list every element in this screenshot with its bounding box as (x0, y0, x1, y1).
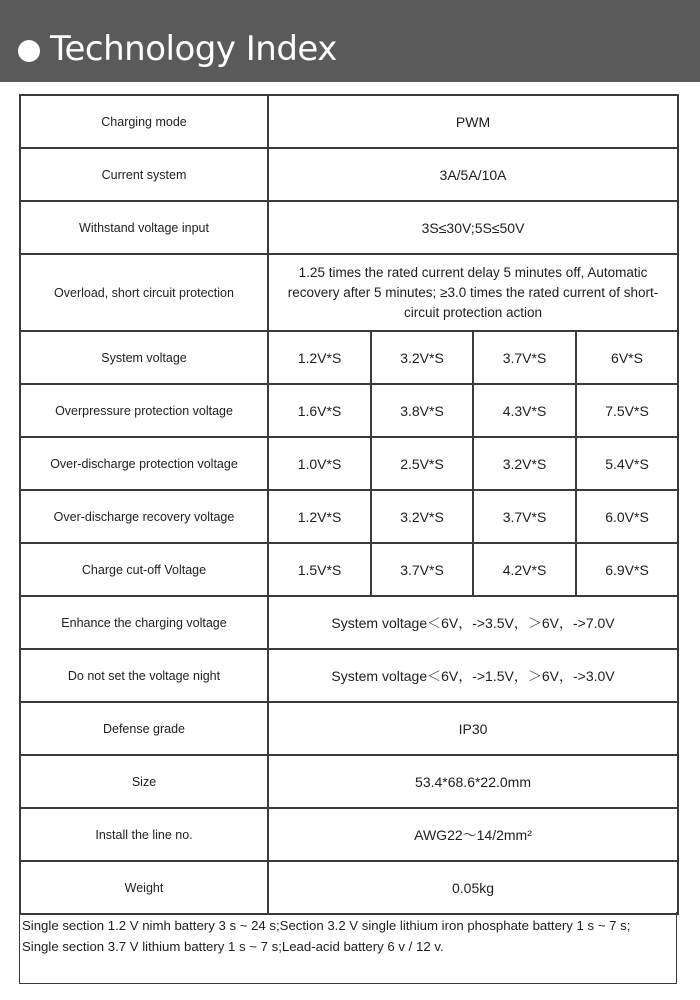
row-value: 3.8V*S (371, 384, 473, 437)
table-row (20, 437, 678, 490)
row-value: 53.4*68.6*22.0mm (268, 755, 678, 808)
row-value: 1.5V*S (268, 543, 371, 596)
table-row (20, 384, 678, 437)
row-value: 3.2V*S (473, 437, 576, 490)
table-row (20, 95, 678, 148)
row-value: 3.7V*S (473, 490, 576, 543)
table-row (20, 254, 678, 331)
row-value: 3.2V*S (371, 331, 473, 384)
row-value: 3.2V*S (371, 490, 473, 543)
table-row (20, 649, 678, 702)
table-row (20, 490, 678, 543)
row-label: Do not set the voltage night (20, 649, 268, 702)
value-line: circuit protection action (403, 304, 543, 320)
row-value: 3.7V*S (473, 331, 576, 384)
row-value: 6V*S (576, 331, 678, 384)
row-value: 1.2V*S (268, 331, 371, 384)
row-value: 4.2V*S (473, 543, 576, 596)
row-label: Size (20, 755, 268, 808)
bullet-dot-icon (18, 40, 40, 62)
table-row (20, 596, 678, 649)
row-value: PWM (268, 95, 678, 148)
table-row (20, 702, 678, 755)
row-value: 1.2V*S (268, 490, 371, 543)
row-value: 1.6V*S (268, 384, 371, 437)
table-row (20, 808, 678, 861)
row-label: System voltage (20, 331, 268, 384)
row-value: 6.0V*S (576, 490, 678, 543)
row-value: IP30 (268, 702, 678, 755)
row-label: Withstand voltage input (20, 201, 268, 254)
row-value: 2.5V*S (371, 437, 473, 490)
table-row (20, 543, 678, 596)
row-value: 7.5V*S (576, 384, 678, 437)
table-row (20, 861, 678, 914)
row-label: Install the line no. (20, 808, 268, 861)
row-value (268, 254, 678, 331)
footnote-line: Single section 1.2 V nimh battery 3 s ~ 24 s;Section 3.2 V single lithium iron phosphate battery 1 s ~ 7 s; (22, 918, 631, 933)
footnote (19, 912, 677, 984)
row-value: 1.0V*S (268, 437, 371, 490)
row-value: System voltage＜6V，->1.5V，＞6V，->3.0V (268, 649, 678, 702)
row-label: Current system (20, 148, 268, 201)
table-row (20, 331, 678, 384)
row-value: 3A/5A/10A (268, 148, 678, 201)
value-line: 1.25 times the rated current delay 5 minutes off, Automatic (298, 264, 648, 280)
row-value: 0.05kg (268, 861, 678, 914)
table-row (20, 755, 678, 808)
row-value: 5.4V*S (576, 437, 678, 490)
row-label: Over-discharge recovery voltage (20, 490, 268, 543)
row-value: 4.3V*S (473, 384, 576, 437)
row-value: System voltage＜6V，->3.5V，＞6V，->7.0V (268, 596, 678, 649)
value-line: recovery after 5 minutes; ≥3.0 times the rated current of short- (287, 284, 659, 300)
row-label: Weight (20, 861, 268, 914)
row-label: Defense grade (20, 702, 268, 755)
row-label: Charge cut-off Voltage (20, 543, 268, 596)
row-label: Charging mode (20, 95, 268, 148)
row-label: Over-discharge protection voltage (20, 437, 268, 490)
row-value: 3S≤30V;5S≤50V (268, 201, 678, 254)
footnote-line: Single section 3.7 V lithium battery 1 s ~ 7 s;Lead-acid battery 6 v / 12 v. (22, 939, 444, 954)
table-row (20, 148, 678, 201)
section-title: Technology Index (50, 29, 337, 69)
table-row (20, 201, 678, 254)
row-label: Enhance the charging voltage (20, 596, 268, 649)
row-label: Overload, short circuit protection (20, 254, 268, 331)
row-value: 3.7V*S (371, 543, 473, 596)
row-value: AWG22～14/2mm² (268, 808, 678, 861)
section-header (0, 0, 700, 82)
row-value: 6.9V*S (576, 543, 678, 596)
row-label: Overpressure protection voltage (20, 384, 268, 437)
spec-table (19, 94, 679, 915)
